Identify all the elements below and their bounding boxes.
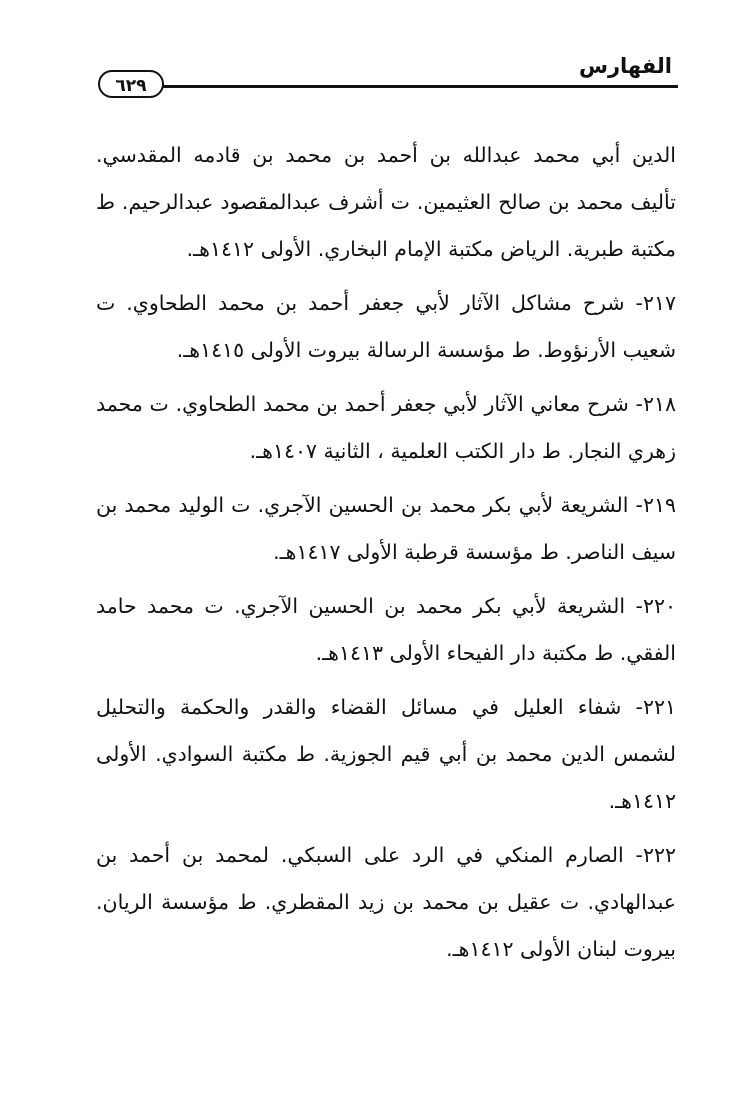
running-title: الفهارس [578, 54, 672, 78]
bibliography-entry-218: ٢١٨- شرح معاني الآثار لأبي جعفر أحمد بن محمد الطحاوي. ت محمد زهري النجار. ط دار الكتب العلمية ، الثانية ١٤٠٧هـ. [96, 392, 676, 463]
bibliography-entry-220: ٢٢٠- الشريعة لأبي بكر محمد بن الحسين الآجري. ت محمد حامد الفقي. ط مكتبة دار الفيحاء الأولى ١٤١٣هـ. [96, 594, 676, 665]
header-rule [100, 85, 678, 88]
bibliography-entry-222: ٢٢٢- الصارم المنكي في الرد على السبكي. لمحمد بن أحمد بن عبدالهادي. ت عقيل بن محمد بن زيد المقطري. ط مؤسسة الريان. بيروت لبنان الأولى ١٤١٢هـ. [96, 843, 676, 961]
bibliography-entry-219: ٢١٩- الشريعة لأبي بكر محمد بن الحسين الآجري. ت الوليد محمد بن سيف الناصر. ط مؤسسة قرطبة الأولى ١٤١٧هـ. [96, 493, 676, 564]
page-number: ٦٢٩ [98, 70, 164, 98]
bibliography-list [96, 132, 676, 973]
bibliography-entry-continued: الدين أبي محمد عبدالله بن أحمد بن محمد بن قادمه المقدسي. تأليف محمد بن صالح العثيمين. ت أشرف عبدالمقصود عبدالرحيم. ط مكتبة طبرية. الرياض مكتبة الإمام البخاري. الأولى ١٤١٢هـ. [96, 143, 676, 261]
bibliography-entry-221: ٢٢١- شفاء العليل في مسائل القضاء والقدر والحكمة والتحليل لشمس الدين محمد بن أبي قيم الجوزية. ط مكتبة السوادي. الأولى ١٤١٢هـ. [96, 695, 676, 813]
bibliography-entry-217: ٢١٧- شرح مشاكل الآثار لأبي جعفر أحمد بن محمد الطحاوي. ت شعيب الأرنؤوط. ط مؤسسة الرسالة بيروت الأولى ١٤١٥هـ. [96, 291, 676, 362]
